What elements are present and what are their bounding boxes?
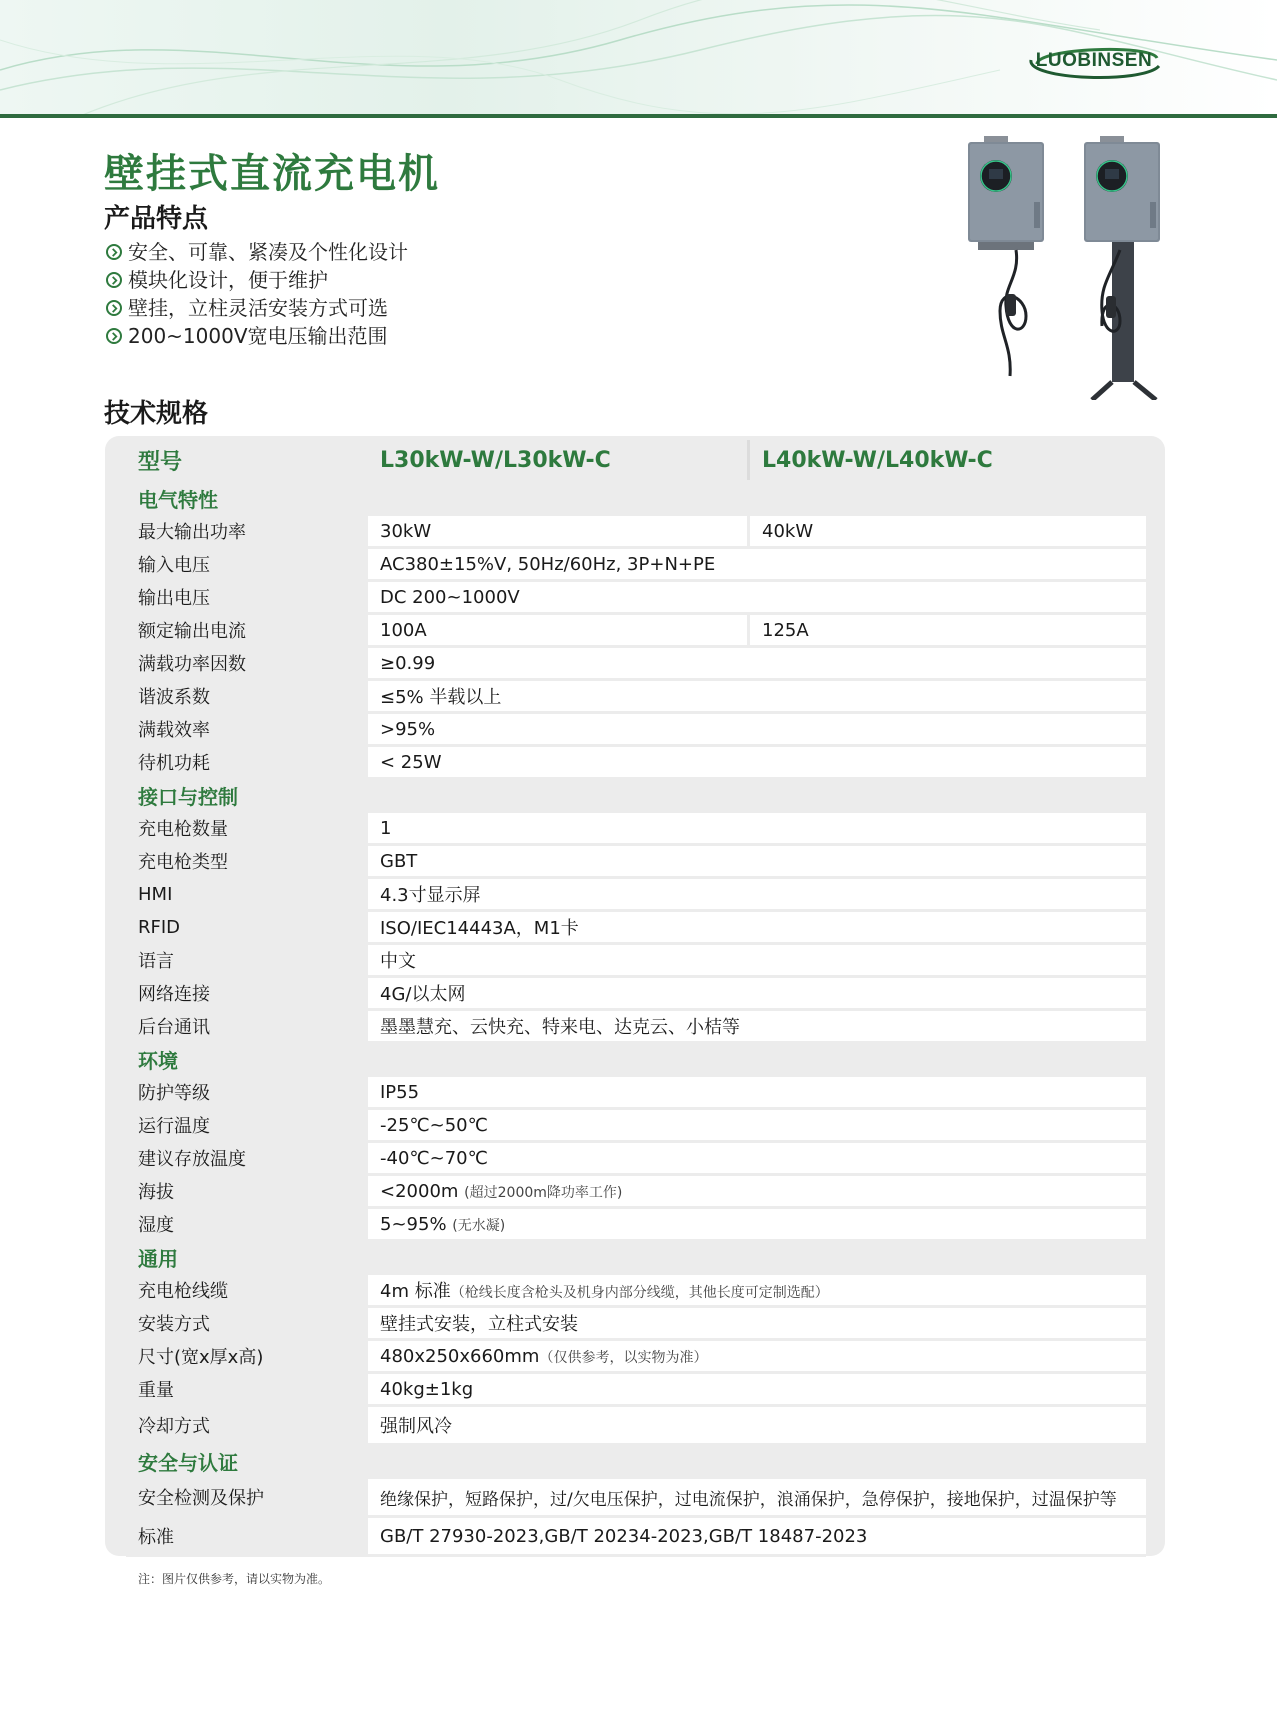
logo-text: LUOBINSEN bbox=[1035, 50, 1153, 71]
table-row bbox=[126, 1478, 1146, 1517]
row-value-cell bbox=[368, 1175, 1146, 1208]
row-value: 墨墨慧充、云快充、特来电、达克云、小桔等 bbox=[368, 1010, 1146, 1043]
row-label: 湿度 bbox=[126, 1208, 368, 1241]
table-row bbox=[126, 680, 1146, 713]
row-value: GBT bbox=[368, 845, 1146, 878]
row-value-cell bbox=[368, 1274, 1146, 1307]
row-value-cell bbox=[368, 1208, 1146, 1241]
product-photo bbox=[960, 136, 1170, 400]
table-row bbox=[126, 812, 1146, 845]
row-value: >95% bbox=[368, 713, 1146, 746]
row-value: 绝缘保护，短路保护，过/欠电压保护，过电流保护，浪涌保护，急停保护，接地保护，过温保护等 bbox=[368, 1478, 1146, 1517]
row-label: 防护等级 bbox=[126, 1076, 368, 1109]
table-header-row bbox=[126, 440, 1146, 482]
row-value: 4.3寸显示屏 bbox=[368, 878, 1146, 911]
row-label: 安装方式 bbox=[126, 1307, 368, 1340]
row-note: （仅供参考，以实物为准） bbox=[539, 1349, 708, 1366]
row-label: 最大输出功率 bbox=[126, 515, 368, 548]
section-filler bbox=[368, 1043, 1146, 1076]
table-row bbox=[126, 878, 1146, 911]
table-row bbox=[126, 746, 1146, 779]
row-label: 满载效率 bbox=[126, 713, 368, 746]
page-title: 壁挂式直流充电机 bbox=[104, 151, 440, 197]
row-label: 充电枪类型 bbox=[126, 845, 368, 878]
row-value: 40kg±1kg bbox=[368, 1373, 1146, 1406]
table-row bbox=[126, 1175, 1146, 1208]
table-row bbox=[126, 1406, 1146, 1445]
row-label: 网络连接 bbox=[126, 977, 368, 1010]
table-row bbox=[126, 1373, 1146, 1406]
row-value: 4m 标准 bbox=[380, 1281, 451, 1302]
row-label: 标准 bbox=[126, 1517, 368, 1556]
row-note: (超过2000m降功率工作) bbox=[464, 1184, 623, 1201]
row-label: 尺寸(宽x厚x高) bbox=[126, 1340, 368, 1373]
feature-item bbox=[106, 322, 408, 350]
row-value: 中文 bbox=[368, 944, 1146, 977]
row-value: 强制风冷 bbox=[368, 1406, 1146, 1445]
feature-text: 模块化设计，便于维护 bbox=[128, 268, 328, 292]
feature-item bbox=[106, 266, 408, 294]
row-value-col2: 40kW bbox=[749, 515, 1147, 548]
table-row bbox=[126, 1076, 1146, 1109]
row-label: 建议存放温度 bbox=[126, 1142, 368, 1175]
row-value: ≥0.99 bbox=[368, 647, 1146, 680]
table-row bbox=[126, 713, 1146, 746]
section-row bbox=[126, 1043, 1146, 1076]
section-row bbox=[126, 1445, 1146, 1478]
header-label: 型号 bbox=[126, 440, 368, 482]
features-list bbox=[106, 238, 408, 350]
row-value: 480x250x660mm bbox=[380, 1345, 540, 1367]
row-label: 冷却方式 bbox=[126, 1406, 368, 1445]
section-title: 环境 bbox=[126, 1043, 368, 1076]
row-value: 1 bbox=[368, 812, 1146, 845]
row-label: 输入电压 bbox=[126, 548, 368, 581]
row-value: ≤5% 半载以上 bbox=[368, 680, 1146, 713]
row-value: IP55 bbox=[368, 1076, 1146, 1109]
row-label: 待机功耗 bbox=[126, 746, 368, 779]
specs-heading: 技术规格 bbox=[104, 399, 209, 429]
table-row bbox=[126, 1517, 1146, 1556]
table-row bbox=[126, 977, 1146, 1010]
table-row bbox=[126, 1307, 1146, 1340]
header-rule bbox=[0, 114, 1277, 118]
specs-table bbox=[126, 440, 1146, 1557]
table-row bbox=[126, 647, 1146, 680]
row-label: 充电枪数量 bbox=[126, 812, 368, 845]
section-title: 接口与控制 bbox=[126, 779, 368, 812]
row-value: 壁挂式安装，立柱式安装 bbox=[368, 1307, 1146, 1340]
pillar-charger-illustration bbox=[1084, 136, 1160, 400]
row-note: (无水凝) bbox=[452, 1217, 506, 1234]
section-title: 安全与认证 bbox=[126, 1445, 368, 1478]
table-row bbox=[126, 845, 1146, 878]
row-value: ISO/IEC14443A，M1卡 bbox=[368, 911, 1146, 944]
row-label: 输出电压 bbox=[126, 581, 368, 614]
row-label: 后台通讯 bbox=[126, 1010, 368, 1043]
row-note: （枪线长度含枪头及机身内部分线缆，其他长度可定制选配） bbox=[450, 1285, 829, 1301]
header-col2: L40kW-W/L40kW-C bbox=[749, 440, 1147, 482]
table-row bbox=[126, 1109, 1146, 1142]
brand-logo bbox=[1023, 40, 1165, 82]
table-row bbox=[126, 911, 1146, 944]
table-row bbox=[126, 581, 1146, 614]
header-col1: L30kW-W/L30kW-C bbox=[368, 440, 749, 482]
row-label: 海拔 bbox=[126, 1175, 368, 1208]
row-label: 充电枪线缆 bbox=[126, 1274, 368, 1307]
feature-item bbox=[106, 294, 408, 322]
row-label: 谐波系数 bbox=[126, 680, 368, 713]
row-value: GB/T 27930-2023,GB/T 20234-2023,GB/T 18487-2023 bbox=[368, 1517, 1146, 1556]
wall-charger-illustration bbox=[968, 136, 1044, 376]
section-filler bbox=[368, 482, 1146, 515]
row-label: 语言 bbox=[126, 944, 368, 977]
row-value: < 25W bbox=[368, 746, 1146, 779]
section-title: 通用 bbox=[126, 1241, 368, 1274]
row-value: 4G/以太网 bbox=[368, 977, 1146, 1010]
section-row bbox=[126, 1241, 1146, 1274]
table-row bbox=[126, 1208, 1146, 1241]
features-heading: 产品特点 bbox=[104, 204, 209, 234]
feature-item bbox=[106, 238, 408, 266]
table-row bbox=[126, 515, 1146, 548]
row-value: DC 200~1000V bbox=[368, 581, 1146, 614]
chevron-right-icon bbox=[106, 300, 122, 316]
footnote: 注：图片仅供参考，请以实物为准。 bbox=[138, 1572, 331, 1586]
feature-text: 壁挂，立柱灵活安装方式可选 bbox=[128, 296, 388, 320]
table-row bbox=[126, 614, 1146, 647]
row-label: 额定输出电流 bbox=[126, 614, 368, 647]
chevron-right-icon bbox=[106, 272, 122, 288]
section-row bbox=[126, 482, 1146, 515]
table-row bbox=[126, 944, 1146, 977]
row-value-col1: 100A bbox=[368, 614, 749, 647]
feature-text: 安全、可靠、紧凑及个性化设计 bbox=[128, 240, 408, 264]
table-row bbox=[126, 1142, 1146, 1175]
section-filler bbox=[368, 1241, 1146, 1274]
section-filler bbox=[368, 1445, 1146, 1478]
row-value: 5~95% bbox=[380, 1213, 447, 1235]
row-value-col2: 125A bbox=[749, 614, 1147, 647]
table-row bbox=[126, 1274, 1146, 1307]
row-value: <2000m bbox=[380, 1180, 459, 1202]
section-filler bbox=[368, 779, 1146, 812]
feature-text: 200~1000V宽电压输出范围 bbox=[128, 324, 388, 348]
table-row bbox=[126, 548, 1146, 581]
row-label: HMI bbox=[126, 878, 368, 911]
chevron-right-icon bbox=[106, 328, 122, 344]
row-label: RFID bbox=[126, 911, 368, 944]
row-value-cell bbox=[368, 1340, 1146, 1373]
row-value: -25℃~50℃ bbox=[368, 1109, 1146, 1142]
section-row bbox=[126, 779, 1146, 812]
row-label: 安全检测及保护 bbox=[126, 1478, 368, 1517]
table-row bbox=[126, 1010, 1146, 1043]
row-label: 运行温度 bbox=[126, 1109, 368, 1142]
row-value: -40℃~70℃ bbox=[368, 1142, 1146, 1175]
row-value-col1: 30kW bbox=[368, 515, 749, 548]
section-title: 电气特性 bbox=[126, 482, 368, 515]
row-value: AC380±15%V, 50Hz/60Hz, 3P+N+PE bbox=[368, 548, 1146, 581]
table-row bbox=[126, 1340, 1146, 1373]
row-label: 重量 bbox=[126, 1373, 368, 1406]
chevron-right-icon bbox=[106, 244, 122, 260]
row-label: 满载功率因数 bbox=[126, 647, 368, 680]
